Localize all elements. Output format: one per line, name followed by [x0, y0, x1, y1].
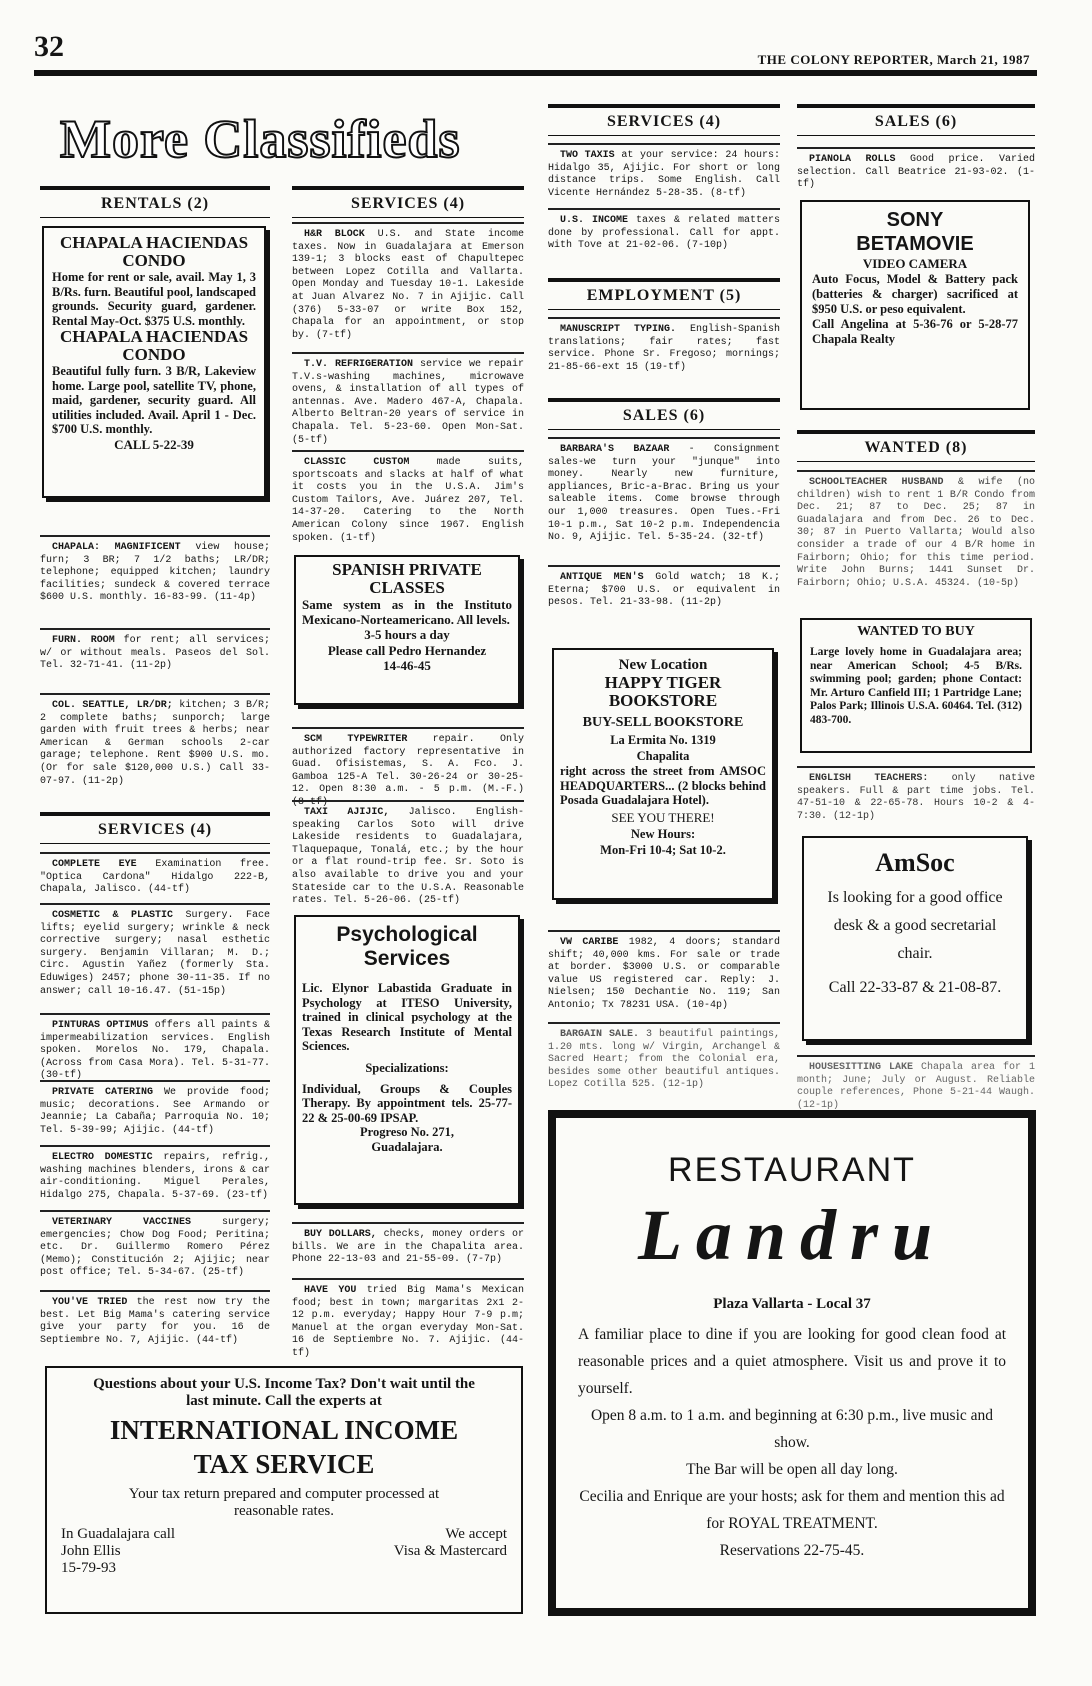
- spanish-phone: 14-46-45: [383, 658, 431, 673]
- condo-heading-2: CHAPALA HACIENDAS CONDO: [59, 327, 249, 364]
- tax-name-2: TAX SERVICE: [193, 1449, 375, 1479]
- classified-ad: PIANOLA ROLLS Good price. Varied selection. Call Beatrice 21-93-02. (1-tf): [797, 147, 1035, 192]
- sony-text: Auto Focus, Model & Battery pack (batteries & charger) sacrificed at $950 U.S. or peso equivalent.: [812, 272, 1018, 316]
- wanted-to-buy-title: WANTED TO BUY: [857, 624, 975, 639]
- psych-title: Psychological Services: [336, 923, 478, 970]
- rentals-header: RENTALS (2): [40, 186, 270, 218]
- classified-ad: ANTIQUE MEN'S Gold watch; 18 K.; Eterna; $700 U.S. or equivalent in pesos. Tel. 21-33-98. (11-2p): [548, 565, 780, 610]
- sony-brand: SONY: [886, 209, 944, 231]
- sony-product: BETAMOVIE: [856, 233, 974, 255]
- classified-ad: PINTURAS OPTIMUS offers all paints & impermeabilization services. English spoken. Morelos No. 179, Chapala. (Across from Casa Mora). Tel. 5-31-77. (30-tf): [40, 1013, 270, 1083]
- psych-address: Progreso No. 271, Guadalajara.: [360, 1125, 454, 1154]
- restaurant-hours: Open 8 a.m. to 1 a.m. and beginning at 6:30 p.m., live music and show.: [590, 1407, 994, 1451]
- tiger-name-2: BOOKSTORE: [608, 691, 718, 710]
- wanted-to-buy-text: Large lovely home in Guadalajara area; near American School; 4-5 B/Rs. swimming pool; garden; phone Contact: Mr. Arturo Canfield III; 1 Partridge Lane; Palos Park; Illinois U.S.A. 60464. Tel. (312) 483-700.: [810, 646, 1022, 726]
- sony-subtitle: VIDEO CAMERA: [862, 256, 968, 271]
- page-number: 32: [34, 30, 64, 63]
- section-title: More Classifieds: [60, 109, 461, 169]
- psych-text: Lic. Elynor Labastida Graduate in Psychology at ITESO University, trained in clinical psychology at the Texas Research Institute of Mental Sciences.: [302, 981, 512, 1053]
- amsoc-phone: Call 22-33-87 & 21-08-87.: [828, 979, 1002, 996]
- condo-text: Home for rent or sale, avail. May 1, 3 B/Rs. furn. Beautiful pool, landscaped grounds. Security guard, gardener. Rental May-Oct. $375 U.S. monthly.: [52, 270, 256, 328]
- classified-ad: COL. SEATTLE, LR/DR; kitchen; 3 B/R; 2 complete baths; sunporch; large garden with fruit trees & herbs; near American & German schools 2-car garage; telephone. Rent $900 U.S. mo. (Or for sale $120,000 U.S.) Call 33-07-97. (11-2p): [40, 693, 270, 788]
- classified-ad: YOU'VE TRIED the rest now try the best. Let Big Mama's catering service give your party for you. 16 de Septiembre No. 7, Ajijic. (44-tf): [40, 1290, 270, 1347]
- classified-ad: HAVE YOU tried Big Mama's Mexican food; best in town; margaritas 2x1 2-12 p.m. everyday; Happy Hour 7-9 p.m; Manuel at the organ everyday Mon-Sat. 16 de Septiembre No. 7. Ajijic. (44-tf): [292, 1278, 524, 1361]
- tiger-hours-label: New Hours:: [630, 826, 696, 841]
- condo-text-2: Beautiful fully furn. 3 B/R, Lakeview home. Large pool, satellite TV, phone, maid, gardener, security guard. All utilities included. Avail. April 1 - Dec. $700 U.S. monthly.: [52, 364, 256, 436]
- amsoc-text: Is looking for a good office desk & a good secretarial chair.: [827, 889, 1003, 962]
- tiger-text: right across the street from AMSOC HEADQUARTERS... (2 blocks behind Posada Guadalajara Hotel).: [560, 764, 766, 807]
- classified-ad: BARBARA'S BAZAAR - Consignment sales-we turn your "junque" into money. Nearly new furniture, appliances, Bric-a-Brac. Bring us your saleable items. Come browse through our 1,000 treasures. Open Tues.-Fri 10-1 p.m., Sat 10-2 p.m. Independencia No. 9, Ajijic. Tel. 5-35-24. (32-tf): [548, 437, 780, 545]
- classified-ad: FURN. ROOM for rent; all services; w/ or without meals. Paseos del Sol. Tel. 32-71-41. (11-2p): [40, 628, 270, 673]
- classified-ad: COSMETIC & PLASTIC Surgery. Face lifts; eyelid surgery; wrinkle & neck corrective surgery; nasal esthetic surgery. Benjamin Villaran; M. D.; Circ. Agustin Yañez (formerly Sta. Eduwiges) 2457; phone 30-11-35. If no answer; call 10-16.47. (51-15p): [40, 903, 270, 998]
- amsoc-box: [802, 836, 1028, 1041]
- psychological-services-box: [294, 915, 520, 1205]
- wanted-to-buy-box: [800, 618, 1032, 753]
- classified-ad: HOUSESITTING LAKE Chapala area for 1 month; June; July or August. Reliable couple references, Phone 5-21-44 Waugh. (12-1p): [797, 1055, 1035, 1112]
- classified-ad: SCHOOLTEACHER HUSBAND & wife (no children) wish to rent 1 B/R Condo from Dec. 21; 87 to Dec. 25; 87 in Guadalajara and from Dec. 26 to Dec. 30; 87 in Puerto Vallarta; Would also consider a trade of our 4 B/R home in Fairborn; Ohio; for this time period. Write John Burns; 1441 Sunset Dr. Fairborn; Ohio; U.S.A. 45324. (10-5p): [797, 470, 1035, 590]
- tax-text: Your tax return prepared and computer processed at reasonable rates.: [128, 1486, 440, 1519]
- restaurant-name: Landru: [637, 1195, 947, 1275]
- tiger-line: BUY-SELL BOOKSTORE: [582, 715, 744, 730]
- condo-heading: CHAPALA HACIENDAS CONDO: [59, 233, 249, 270]
- classified-ad: TWO TAXIS at your service: 24 hours: Hidalgo 35, Ajijic. For short or long distance trips. Some English. Call Vicente Hernández 5-28-35. (8-tf): [548, 143, 780, 200]
- sales-header: SALES (6): [548, 398, 780, 430]
- condo-box: [42, 226, 266, 498]
- spanish-contact: Please call Pedro Hernandez: [327, 643, 487, 658]
- tiger-line: New Location: [618, 657, 708, 673]
- spanish-hours: 3-5 hours a day: [364, 627, 450, 642]
- classified-ad: COMPLETE EYE Examination free. "Optica Cardona" Hidalgo 222-B, Chapala, Jalisco. (44-tf): [40, 852, 270, 897]
- classified-ad: U.S. INCOME taxes & related matters done by professional. Call for appt. with Tove at 21-02-06. (7-10p): [548, 208, 780, 253]
- masthead: THE COLONY REPORTER, March 21, 1987: [757, 52, 1030, 67]
- tiger-hours: Mon-Fri 10-4; Sat 10-2.: [600, 842, 726, 857]
- tax-service-ad: [45, 1366, 523, 1614]
- spanish-classes-box: [294, 555, 520, 705]
- classified-ad: TAXI AJIJIC, Jalisco. English-speaking Carlos Soto will drive Lakeside residents to Guadalajara, Tlaquepaque, Tonalá, etc.; by the hour or a flat round-trip fee. Sr. Soto is also available to drive you and your Stateside car to the U.S.A. Reasonable rates. Tel. 5-26-06. (25-tf): [292, 800, 524, 908]
- masthead-rule: [34, 70, 1037, 76]
- sony-betamovie-box: [800, 200, 1030, 410]
- employment-header: EMPLOYMENT (5): [548, 278, 780, 310]
- sales-header: SALES (6): [797, 104, 1035, 136]
- tiger-address: La Ermita No. 1319: [610, 733, 716, 747]
- tax-payment: We accept Visa & Mastercard: [393, 1526, 507, 1559]
- spanish-text: Same system as in the Instituto Mexicano-Norteamericano. All levels.: [302, 597, 512, 627]
- psych-spec-label: Specializations:: [365, 1060, 449, 1075]
- restaurant-reservations: Reservations 22-75-45.: [719, 1542, 865, 1559]
- condo-phone: CALL 5-22-39: [114, 436, 194, 452]
- amsoc-title: AmSoc: [875, 848, 955, 877]
- classified-ad: ELECTRO DOMESTIC repairs, refrig., washing machines blenders, irons & car air-conditioning. Miguel Perales, Hidalgo 275, Chapala. 5-37-69. (23-tf): [40, 1145, 270, 1202]
- classified-ad: BUY DOLLARS, checks, money orders or bills. We are in the Chapalita area. Phone 22-13-03 and 21-55-09. (7-7p): [292, 1222, 524, 1267]
- classified-ad: SCM TYPEWRITER repair. Only authorized factory representative in Guad. Ofisistemas, S. A. Fco. J. Gamboa 125-A Tel. 30-26-24 or 30-25-12. Open 8:30 a.m. - 5 p.m. (M.-F.) (8-tf): [292, 727, 524, 810]
- restaurant-text: A familiar place to dine if you are looking for good clean food at reasonable prices and a quiet atmosphere. Visit us and prove it to yourself.: [578, 1326, 1006, 1397]
- wanted-header: WANTED (8): [797, 430, 1035, 462]
- restaurant-label: RESTAURANT: [668, 1151, 916, 1189]
- tax-intro: Questions about your U.S. Income Tax? Don't wait until the last minute. Call the experts at: [93, 1376, 475, 1409]
- spanish-title: SPANISH PRIVATE CLASSES: [332, 560, 482, 597]
- tiger-name: HAPPY TIGER: [604, 673, 722, 692]
- services-header: SERVICES (4): [548, 104, 780, 136]
- tax-name-1: INTERNATIONAL INCOME: [109, 1415, 459, 1445]
- restaurant-hosts: Cecilia and Enrique are your hosts; ask for them and mention this ad for ROYAL TREATMENT.: [579, 1488, 1005, 1532]
- services-header: SERVICES (4): [40, 812, 270, 844]
- classified-ad: T.V. REFRIGERATION service we repair T.V.s-washing machines, microwave ovens, & installation of all types of antennas. Ave. Madero 467-A, Chapala. Alberto Beltran-20 years of service in Chapala. Tel. 5-23-60. Open Mon-Sat. (5-tf): [292, 352, 524, 447]
- classified-ad: H&R BLOCK U.S. and State income taxes. Now in Guadalajara at Emerson 139-1; 3 blocks east of Chapultepec between Lopez Cotilla and Vallarta. Open Monday and Tuesday 10-1. Lakeside at Juan Alvarez No. 7 in Ajijic. Call (376) 5-33-07 or write Box 152, Chapala for an appointment, or stop by. (7-tf): [292, 222, 524, 342]
- classified-ad: VW CARIBE 1982, 4 doors; standard shift; 40,000 kms. For sale or trade at border. $3000 U.S. or comparable value US registered car. Reply: J. Nielsen; 150 Dechantie No. 119; San Antonio; Tx 78231 USA. (10-4p): [548, 930, 780, 1013]
- classified-ad: VETERINARY VACCINES surgery; emergencies; Chow Dog Food; Peritina; etc. Dr. Guillermo Romero Pérez (Memo); Constitución 2; Ajijic; near post office; Tel. 5-34-67. (25-tf): [40, 1210, 270, 1280]
- services-header: SERVICES (4): [292, 186, 524, 218]
- classified-ad: CHAPALA: MAGNIFICENT view house; furn; 3 BR; 7 1/2 baths; LR/DR; telephone; equipped kitchen; laundry facilities; sundeck & covered terrace $600 U.S. monthly. 16-83-99. (11-4p): [40, 535, 270, 605]
- tax-contact: In Guadalajara call John Ellis 15-79-93: [61, 1526, 176, 1576]
- tiger-see: SEE YOU THERE!: [611, 809, 715, 825]
- restaurant-address: Plaza Vallarta - Local 37: [713, 1296, 871, 1312]
- restaurant-landru-ad: [548, 1110, 1036, 1616]
- classified-ad: MANUSCRIPT TYPING. English-Spanish translations; fair rates; fast service. Phone Sr. Fregoso; mornings; 21-85-66-ext 15 (19-tf): [548, 317, 780, 374]
- classified-ad: CLASSIC CUSTOM made suits, sportscoats and slacks at half of what it costs you in the U.S.A. Jim's Custom Tailors, Ave. Juárez 207, Tel. 14-37-20. Catering to the North American Colony since 1967. English spoken. (1-tf): [292, 450, 524, 545]
- tiger-area: Chapalita: [636, 749, 690, 763]
- classified-ad: PRIVATE CATERING We provide food; music; decorations. See Armando or Jeannie; La Cabaña; Parroquia No. 10; Tel. 5-39-99; Ajijic. (44-tf): [40, 1080, 270, 1137]
- classified-ad: ENGLISH TEACHERS: only native speakers. Full & part time jobs. Tel. 47-51-10 & 22-65-78. Hours 10-2 & 4-7:30. (12-1p): [797, 766, 1035, 823]
- classified-ad: BARGAIN SALE. 3 beautiful paintings, 1.20 mts. long w/ Virgin, Archangel & Sacred Heart; from the Colonial era, besides some other beautiful antiques. Lopez Cotilla 525. (12-1p): [548, 1022, 780, 1092]
- sony-contact: Call Angelina at 5-36-76 or 5-28-77 Chapala Realty: [812, 317, 1018, 346]
- psych-spec: Individual, Groups & Couples Therapy. By appointment tels. 25-77-22 & 25-00-69 IPSAP.: [302, 1081, 512, 1125]
- happy-tiger-bookstore-box: [552, 648, 774, 900]
- restaurant-bar: The Bar will be open all day long.: [686, 1461, 898, 1478]
